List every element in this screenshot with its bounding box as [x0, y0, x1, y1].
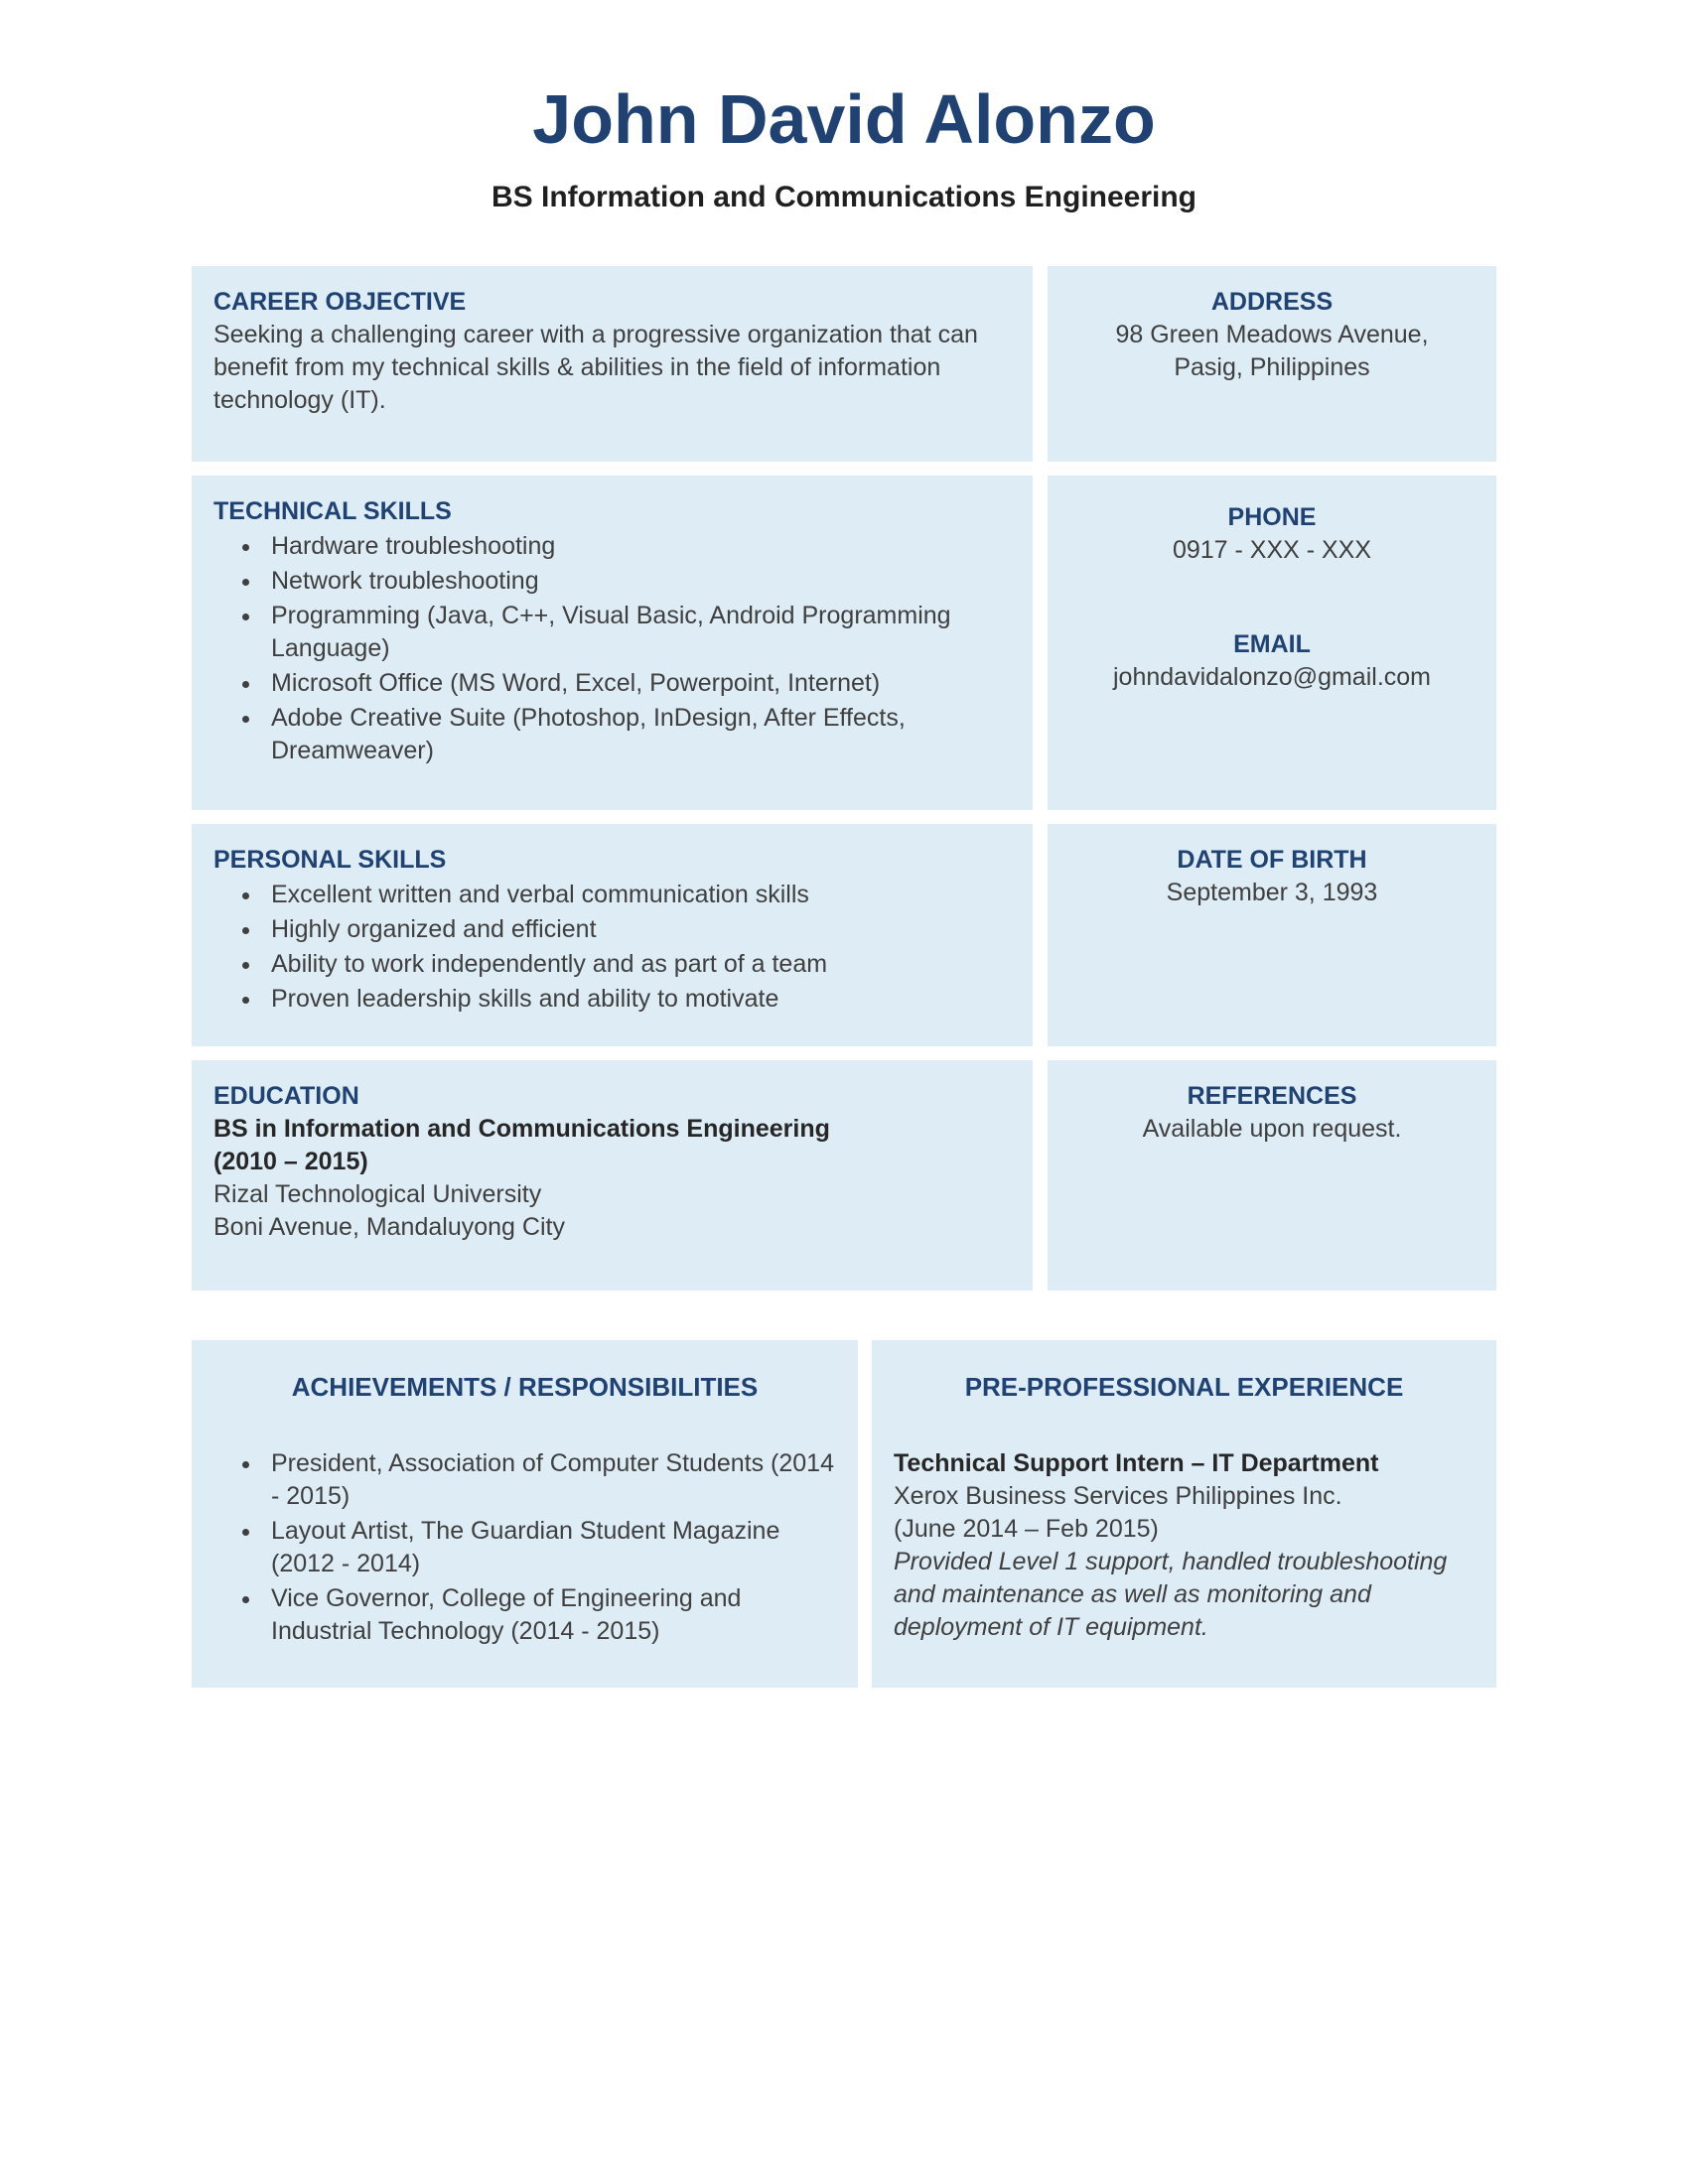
list-item: • Programming (Java, C++, Visual Basic, Android Programming Language)	[263, 600, 1011, 665]
education-title: EDUCATION	[213, 1081, 359, 1110]
personal-skills-cell	[192, 824, 1033, 1046]
resume-main-grid	[192, 266, 1496, 1291]
person-degree: BS Information and Communications Engineering	[491, 180, 1197, 213]
date-of-birth-cell	[1048, 824, 1496, 1046]
career-objective-cell	[192, 266, 1033, 462]
phone-value: 0917 - XXX - XXX	[1172, 535, 1372, 564]
experience-title: PRE-PROFESSIONAL EXPERIENCE	[964, 1371, 1404, 1402]
list-item: • Network troubleshooting	[263, 565, 1011, 598]
phone-block	[1069, 501, 1475, 567]
list-item: • Proven leadership skills and ability to motivate	[263, 983, 1011, 1016]
list-item: • President, Association of Computer Students (2014 - 2015)	[263, 1447, 836, 1513]
experience-description: Provided Level 1 support, handled troubleshooting and maintenance as well as monitoring and deployment of IT equipment.	[894, 1547, 1448, 1641]
address-title: ADDRESS	[1210, 287, 1334, 316]
references-cell	[1048, 1060, 1496, 1291]
list-item: • Microsoft Office (MS Word, Excel, Powerpoint, Internet)	[263, 667, 1011, 700]
resume-bottom-grid	[192, 1340, 1496, 1688]
contact-cell	[1048, 476, 1496, 810]
education-cell	[192, 1060, 1033, 1291]
education-program-line-2: (2010 – 2015)	[213, 1147, 368, 1175]
date-of-birth-value: September 3, 1993	[1166, 878, 1378, 906]
list-item: • Excellent written and verbal communication skills	[263, 879, 1011, 911]
address-line-1: 98 Green Meadows Avenue,	[1115, 320, 1429, 348]
education-school: Rizal Technological University	[213, 1179, 542, 1208]
experience-period: (June 2014 – Feb 2015)	[894, 1514, 1159, 1543]
achievements-cell	[192, 1340, 858, 1688]
list-item: • Hardware troubleshooting	[263, 530, 1011, 563]
list-item: • Ability to work independently and as part of a team	[263, 948, 1011, 981]
list-item: • Layout Artist, The Guardian Student Magazine (2012 - 2014)	[263, 1515, 836, 1580]
personal-skills-list	[213, 879, 1011, 1016]
career-objective-body: Seeking a challenging career with a progressive organization that can benefit from my technical skills & abilities in the field of information technology (IT).	[213, 320, 978, 414]
references-value: Available upon request.	[1142, 1114, 1402, 1143]
address-cell	[1048, 266, 1496, 462]
list-item: • Vice Governor, College of Engineering and Industrial Technology (2014 - 2015)	[263, 1582, 836, 1648]
achievements-title: ACHIEVEMENTS / RESPONSIBILITIES	[291, 1371, 759, 1402]
experience-cell	[872, 1340, 1496, 1688]
achievements-list	[213, 1447, 836, 1648]
phone-title: PHONE	[1227, 502, 1317, 531]
date-of-birth-title: DATE OF BIRTH	[1177, 845, 1367, 874]
email-value: johndavidalonzo@gmail.com	[1113, 662, 1431, 691]
references-title: REFERENCES	[1187, 1081, 1357, 1110]
career-objective-title: CAREER OBJECTIVE	[213, 287, 467, 316]
address-line-2: Pasig, Philippines	[1174, 352, 1370, 381]
technical-skills-list	[213, 530, 1011, 767]
experience-role: Technical Support Intern – IT Department	[894, 1448, 1379, 1477]
list-item: • Adobe Creative Suite (Photoshop, InDesign, After Effects, Dreamweaver)	[263, 702, 1011, 767]
education-program-line-1: BS in Information and Communications Engineering	[213, 1114, 830, 1143]
resume-header	[0, 0, 1688, 214]
experience-company: Xerox Business Services Philippines Inc.	[894, 1481, 1342, 1510]
person-name: John David Alonzo	[532, 80, 1156, 158]
email-title: EMAIL	[1233, 629, 1311, 658]
technical-skills-title: TECHNICAL SKILLS	[213, 496, 452, 525]
technical-skills-cell	[192, 476, 1033, 810]
personal-skills-title: PERSONAL SKILLS	[213, 845, 447, 874]
education-school-address: Boni Avenue, Mandaluyong City	[213, 1212, 565, 1241]
list-item: • Highly organized and efficient	[263, 913, 1011, 946]
email-block	[1069, 628, 1475, 694]
